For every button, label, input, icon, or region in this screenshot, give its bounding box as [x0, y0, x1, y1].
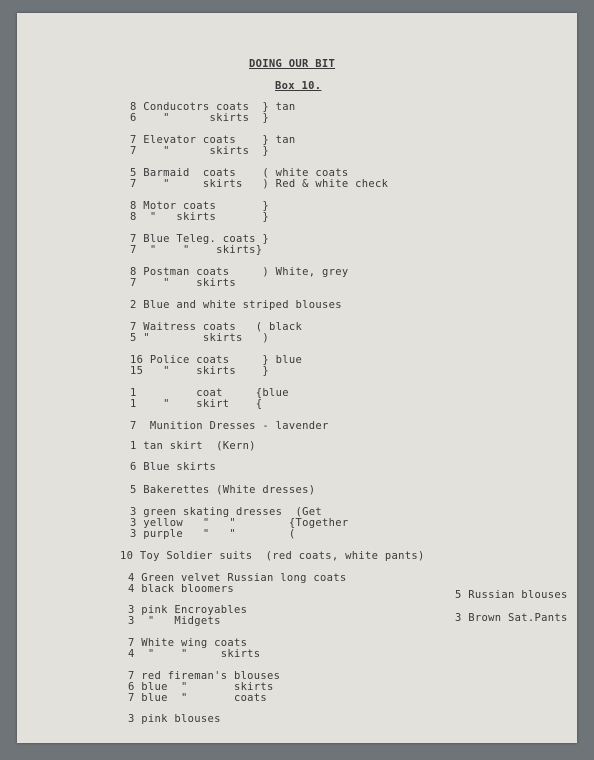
inventory-line: 1 coat {blue [130, 387, 289, 399]
inventory-line: 3 pink blouses [128, 713, 221, 725]
document-subtitle: Box 10. [275, 80, 322, 92]
inventory-line: 5 Russian blouses [455, 589, 568, 601]
inventory-line: 5 Bakerettes (White dresses) [130, 484, 316, 496]
inventory-line: 7 red fireman's blouses [128, 670, 281, 682]
inventory-line: 1 " skirt { [130, 398, 263, 410]
inventory-line: 5 " skirts ) [130, 332, 270, 344]
inventory-line: 7 blue " coats [128, 692, 268, 704]
inventory-line: 15 " skirts } [130, 365, 270, 377]
inventory-line: 3 yellow " " {Together [130, 517, 349, 529]
inventory-line: 4 black bloomers [128, 583, 234, 595]
inventory-line: 7 " " skirts} [130, 244, 263, 256]
inventory-line: 7 Elevator coats } tan [130, 134, 296, 146]
inventory-line: 4 " " skirts [128, 648, 261, 660]
inventory-line: 6 Blue skirts [130, 461, 217, 473]
typed-document-page [17, 13, 577, 743]
inventory-line: 4 Green velvet Russian long coats [128, 572, 347, 584]
inventory-line: 7 Munition Dresses - lavender [130, 420, 329, 432]
inventory-line: 6 " skirts } [130, 112, 270, 124]
inventory-line: 8 Conducotrs coats } tan [130, 101, 296, 113]
inventory-line: 6 blue " skirts [128, 681, 274, 693]
inventory-line: 3 Brown Sat.Pants [455, 612, 568, 624]
inventory-line: 8 " skirts } [130, 211, 270, 223]
inventory-line: 3 green skating dresses (Get [130, 506, 323, 518]
inventory-line: 7 " skirts [130, 277, 236, 289]
inventory-line: 3 " Midgets [128, 615, 221, 627]
inventory-line: 7 " skirts } [130, 145, 270, 157]
inventory-line: 16 Police coats } blue [130, 354, 303, 366]
inventory-line: 1 tan skirt (Kern) [130, 440, 256, 452]
inventory-line: 10 Toy Soldier suits (red coats, white pants) [120, 550, 425, 562]
inventory-line: 7 " skirts ) Red & white check [130, 178, 389, 190]
inventory-line: 3 pink Encroyables [128, 604, 248, 616]
document-title: DOING OUR BIT [249, 58, 336, 70]
inventory-line: 8 Postman coats ) White, grey [130, 266, 349, 278]
inventory-line: 7 Blue Teleg. coats } [130, 233, 270, 245]
inventory-line: 8 Motor coats } [130, 200, 270, 212]
inventory-line: 3 purple " " ( [130, 528, 296, 540]
inventory-line: 5 Barmaid coats ( white coats [130, 167, 349, 179]
inventory-line: 7 White wing coats [128, 637, 248, 649]
inventory-line: 2 Blue and white striped blouses [130, 299, 342, 311]
inventory-line: 7 Waitress coats ( black [130, 321, 303, 333]
